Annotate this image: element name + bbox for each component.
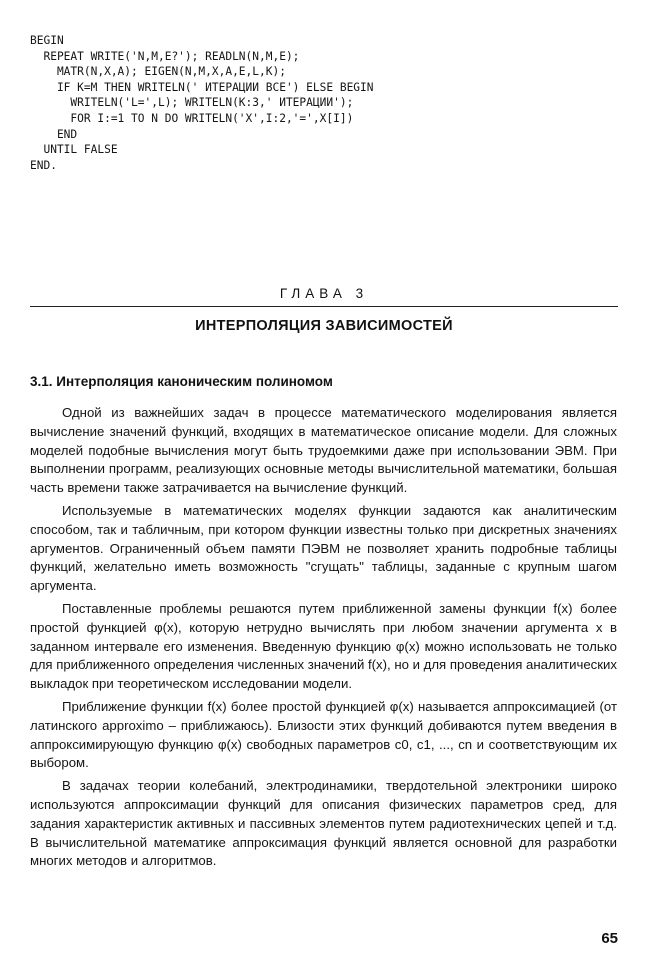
chapter-title: ИНТЕРПОЛЯЦИЯ ЗАВИСИМОСТЕЙ: [195, 318, 453, 334]
paragraph: Поставленные проблемы решаются путем приближенной замены функции f(x) более простой функцией φ(x), которую нетрудно вычислять при любом значении аргумента x в заданном интервале его изменения. Введенную функцию φ(x) можно использовать не только для приближенного определения численных значений f(x), но и для проведения аналитических выкладок при теоретическом исследовании модели.: [30, 600, 617, 692]
code-line: IF K=M THEN WRITELN(' ИТЕРАЦИИ ВСЕ') ELSE BEGIN: [30, 80, 374, 94]
code-line: MATR(N,X,A); EIGEN(N,M,X,A,E,L,K);: [30, 65, 286, 79]
paragraph: Приближение функции f(x) более простой функцией φ(x) называется аппроксимацией (от латинского approximo – приближаюсь). Близости этих функций добиваются путем введения в аппроксимирующую функцию φ(x) свободных параметров c0, c1, ..., cn и соответствующим их выбором.: [30, 698, 617, 771]
code-line: UNTIL FALSE: [30, 143, 118, 157]
section-heading: 3.1. Интерполяция каноническим полиномом: [30, 374, 333, 389]
paragraph: Используемые в математических моделях функции задаются как аналитическим способом, так и табличным, при котором функции известны только при дискретных значениях аргументов. Ограниченный объем памяти ПЭВМ не позволяет хранить подробные таблицы функций, желательно иметь возможность "сгущать" таблицы, заданные с крупным шагом аргумента.: [30, 502, 617, 594]
page-number: 65: [601, 930, 618, 947]
paragraph: В задачах теории колебаний, электродинамики, твердотельной электроники широко используются аппроксимации функций для описания физических параметров сред, для задания характеристик активных и пассивных элементов путем радиотехнических цепей и т.д. В вычислительной математике аппроксимация функций является основной для разработки многих методов и алгоритмов.: [30, 778, 617, 869]
code-line: BEGIN: [30, 34, 64, 47]
code-line: REPEAT WRITE('N,M,E?'); READLN(N,M,E);: [30, 49, 300, 63]
code-line: FOR I:=1 TO N DO WRITELN('X',I:2,'=',X[I]): [30, 111, 354, 125]
code-line: END.: [30, 158, 57, 172]
chapter-divider: [30, 306, 618, 307]
code-listing: [30, 33, 620, 173]
body-text: [30, 404, 617, 875]
chapter-label: ГЛАВА 3: [279, 286, 369, 301]
code-line: WRITELN('L=',L); WRITELN(K:3,' ИТЕРАЦИИ');: [30, 96, 354, 110]
code-line: END: [30, 127, 78, 141]
paragraph: Одной из важнейших задач в процессе математического моделирования является вычисление значений функций, входящих в математическое описание модели. Для сложных моделей подобные вычисления могут быть трудоемкими даже при использовании ЭВМ. При выполнении программ, реализующих основные методы вычислительной математики, большая часть времени также затрачивается на вычисление функций.: [30, 405, 617, 496]
